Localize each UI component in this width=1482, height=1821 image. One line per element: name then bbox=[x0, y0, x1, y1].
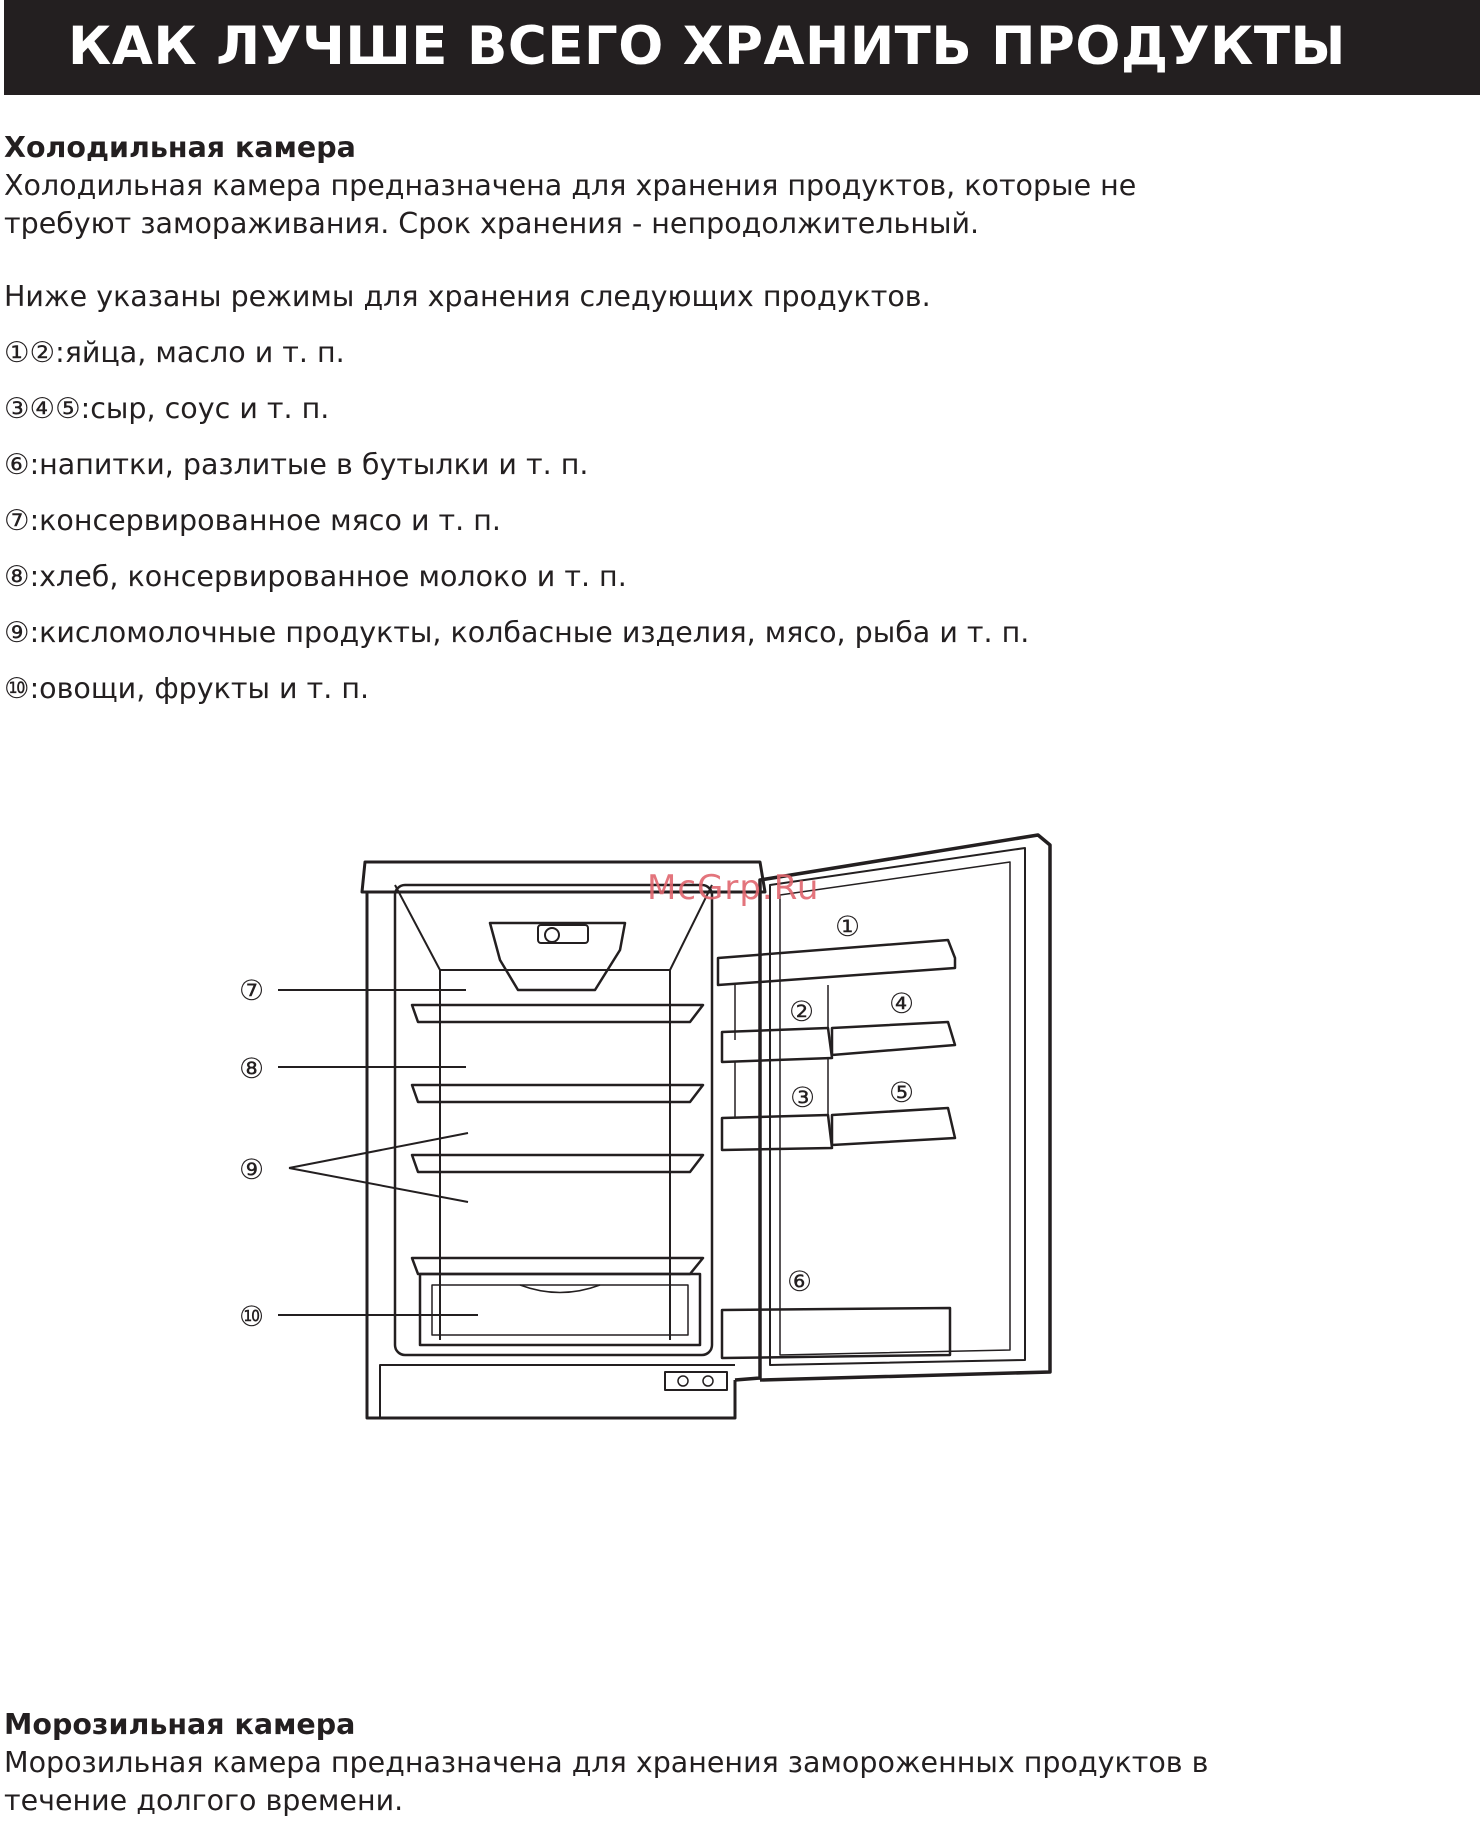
storage-item-9 bbox=[4, 614, 1029, 652]
freezer-heading: Морозильная камера bbox=[4, 1708, 356, 1741]
item-text: :напитки, разлитые в бутылки и т. п. bbox=[29, 448, 589, 481]
callout-5: ⑤ bbox=[889, 1076, 915, 1109]
callout-8: ⑧ bbox=[239, 1052, 265, 1085]
callout-4: ④ bbox=[889, 987, 915, 1020]
shelf-3 bbox=[412, 1155, 703, 1172]
door-bin-5 bbox=[832, 1108, 955, 1145]
title-banner bbox=[4, 0, 1480, 95]
callout-2: ② bbox=[789, 995, 815, 1028]
storage-intro: Ниже указаны режимы для хранения следующих продуктов. bbox=[4, 280, 931, 313]
door-bin-6 bbox=[722, 1308, 950, 1358]
item-text: :хлеб, консервированное молоко и т. п. bbox=[29, 560, 627, 593]
callout-9: ⑨ bbox=[239, 1153, 265, 1186]
storage-item-7 bbox=[4, 502, 501, 540]
item-number: ⑧ bbox=[4, 560, 30, 593]
item-number: ⑨ bbox=[4, 616, 30, 649]
storage-item-1-2 bbox=[4, 334, 345, 372]
storage-item-3-4-5 bbox=[4, 390, 329, 428]
shelf-2 bbox=[412, 1085, 703, 1102]
leader-9a bbox=[289, 1133, 468, 1168]
freezer-paragraph-line-1: Морозильная камера предназначена для хранения замороженных продуктов в bbox=[4, 1746, 1209, 1779]
storage-item-6 bbox=[4, 446, 588, 484]
item-number: ⑩ bbox=[4, 672, 30, 705]
door-bin-4 bbox=[722, 1115, 832, 1150]
door-bin-1 bbox=[718, 940, 955, 985]
item-text: :сыр, соус и т. п. bbox=[80, 392, 330, 425]
callout-3: ③ bbox=[790, 1081, 816, 1114]
freezer-paragraph-line-2: течение долгого времени. bbox=[4, 1784, 404, 1817]
fridge-heading: Холодильная камера bbox=[4, 131, 356, 164]
door-bin-3 bbox=[832, 1022, 955, 1055]
fridge-paragraph-line-1: Холодильная камера предназначена для хранения продуктов, которые не bbox=[4, 169, 1137, 202]
control-knobs bbox=[665, 1372, 727, 1390]
page-title: КАК ЛУЧШЕ ВСЕГО ХРАНИТЬ ПРОДУКТЫ bbox=[68, 16, 1346, 77]
shelf-4 bbox=[412, 1258, 703, 1274]
storage-item-10 bbox=[4, 670, 369, 708]
shelf-1 bbox=[412, 1005, 703, 1022]
fridge-paragraph-line-2: требуют замораживания. Срок хранения - непродолжительный. bbox=[4, 207, 980, 240]
item-number: ⑥ bbox=[4, 448, 30, 481]
item-text: :кисломолочные продукты, колбасные изделия, мясо, рыба и т. п. bbox=[29, 616, 1030, 649]
callout-6: ⑥ bbox=[787, 1265, 813, 1298]
item-text: :овощи, фрукты и т. п. bbox=[29, 672, 370, 705]
callout-1: ① bbox=[835, 910, 861, 943]
door-bin-2 bbox=[722, 1028, 832, 1062]
item-text: :яйца, масло и т. п. bbox=[55, 336, 345, 369]
light-housing bbox=[490, 923, 625, 990]
item-number: ③④⑤ bbox=[4, 392, 81, 425]
watermark: McGrp.Ru bbox=[647, 868, 820, 908]
storage-item-8 bbox=[4, 558, 627, 596]
item-number: ⑦ bbox=[4, 504, 30, 537]
refrigerator-diagram bbox=[220, 820, 1060, 1425]
item-number: ①② bbox=[4, 336, 56, 369]
callout-10: ⑩ bbox=[239, 1300, 265, 1333]
item-text: :консервированное мясо и т. п. bbox=[29, 504, 501, 537]
callout-7: ⑦ bbox=[239, 974, 265, 1007]
